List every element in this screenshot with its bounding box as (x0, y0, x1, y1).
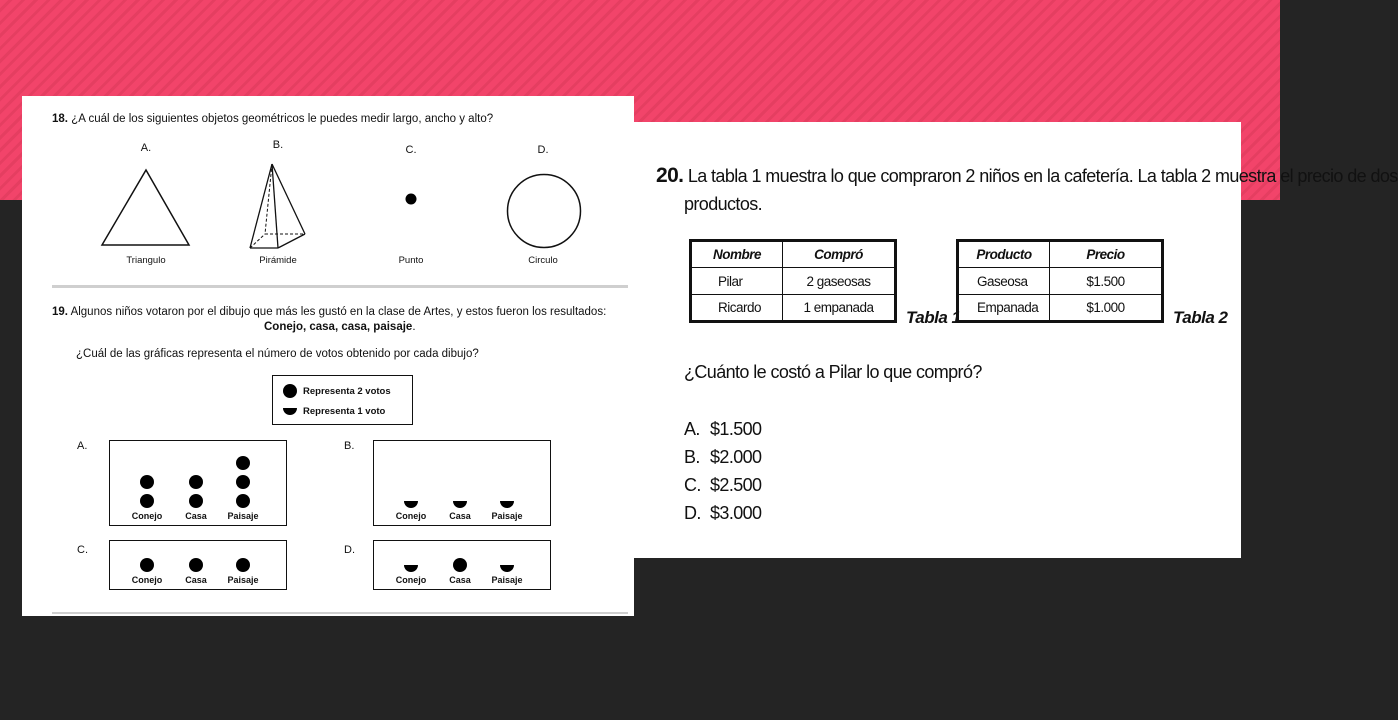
option-letter-a: A. (140, 142, 152, 154)
table-cell: $1.500 (1050, 268, 1163, 295)
pictograph-label: Casa (449, 511, 471, 521)
full-circle-icon (236, 475, 250, 489)
pictograph-column (122, 470, 172, 521)
question-text: ¿A cuál de los siguientes objetos geométricos le puedes medir largo, ancho y alto? (71, 113, 494, 125)
divider (52, 612, 628, 614)
option-letter-b: B. (272, 139, 284, 151)
answer-value: $3.000 (710, 503, 762, 523)
pictograph-column (171, 553, 221, 585)
graph-letter-a: A. (77, 440, 88, 452)
full-circle-icon (453, 558, 467, 572)
graph-letter-c: C. (77, 544, 88, 556)
table-2-caption: Tabla 2 (1173, 308, 1228, 327)
pictograph-c (109, 540, 287, 590)
question-text: La tabla 1 muestra lo que compraron 2 niños en la cafetería. La tabla 2 muestra el precio de dos (687, 166, 1398, 186)
option-letter-d: D. (537, 144, 549, 156)
divider (52, 285, 628, 288)
table-header: Producto (958, 241, 1050, 268)
answer-letter: C. (684, 475, 701, 495)
question-number: 20. (656, 164, 684, 187)
full-circle-icon (236, 456, 250, 470)
answer-value: $1.500 (710, 419, 762, 439)
half-circle-icon (404, 501, 418, 508)
caption-circulo: Circulo (528, 255, 558, 266)
answer-option-b[interactable] (684, 443, 761, 471)
question-19-prompt: ¿Cuál de las gráficas representa el número de votos obtenido por cada dibujo? (76, 348, 479, 360)
question-19 (52, 306, 612, 319)
legend-full-row (283, 384, 391, 398)
pictograph-a (109, 440, 287, 526)
table-cell: Pilar (691, 268, 783, 295)
caption-punto: Punto (398, 255, 424, 266)
pictograph-label: Conejo (131, 511, 163, 521)
question-20-prompt: ¿Cuánto le costó a Pilar lo que compró? (684, 362, 982, 382)
half-circle-icon (404, 565, 418, 572)
pictograph-column (171, 470, 221, 521)
half-circle-icon (453, 501, 467, 508)
table-header: Compró (783, 241, 896, 268)
table-cell: Empanada (958, 295, 1050, 322)
answer-value: $2.500 (710, 475, 762, 495)
question-20-line-2: productos. (684, 194, 763, 214)
point-icon (405, 193, 419, 207)
circle-icon (505, 172, 583, 250)
table-row (691, 295, 896, 322)
pictograph-b (373, 440, 551, 526)
question-text: Algunos niños votaron por el dibujo que más les gustó en la clase de Artes, y estos fueron los resultados: (70, 306, 607, 318)
legend-half-row (283, 406, 385, 417)
full-circle-icon (140, 558, 154, 572)
triangle-icon (100, 168, 192, 248)
question-20-line-1 (656, 162, 1398, 190)
vote-words (264, 321, 416, 333)
questions-18-19-sheet (22, 96, 634, 616)
answer-option-d[interactable] (684, 499, 761, 527)
question-number: 18. (52, 113, 68, 125)
table-row (958, 295, 1163, 322)
pictograph-label: Paisaje (491, 575, 523, 585)
table-header-row (958, 241, 1163, 268)
pictograph-column (482, 496, 532, 521)
table-row (691, 268, 896, 295)
graph-letter-d: D. (344, 544, 355, 556)
pictograph-column (435, 553, 485, 585)
half-circle-icon (500, 501, 514, 508)
vote-words-period: . (412, 321, 416, 333)
table-cell: Gaseosa (958, 268, 1050, 295)
answer-option-c[interactable] (684, 471, 761, 499)
half-circle-icon (500, 565, 514, 572)
table-2 (956, 239, 1164, 323)
full-circle-icon (189, 475, 203, 489)
legend-half-label: Representa 1 voto (303, 406, 386, 417)
pictograph-label: Conejo (395, 511, 427, 521)
answer-options (684, 415, 761, 527)
answer-option-a[interactable] (684, 415, 761, 443)
pictograph-label: Conejo (131, 575, 163, 585)
half-circle-icon (283, 408, 297, 415)
pictograph-label: Casa (185, 511, 207, 521)
table-cell: Ricardo (691, 295, 783, 322)
vote-words-text: Conejo, casa, casa, paisaje (264, 321, 413, 333)
answer-letter: A. (684, 419, 700, 439)
table-1 (689, 239, 897, 323)
graph-letter-b: B. (344, 440, 355, 452)
pictograph-column (482, 560, 532, 585)
full-circle-icon (236, 558, 250, 572)
answer-value: $2.000 (710, 447, 762, 467)
full-circle-icon (140, 475, 154, 489)
pictograph-column (386, 560, 436, 585)
answer-letter: D. (684, 503, 701, 523)
question-18 (52, 113, 493, 125)
pictograph-label: Conejo (395, 575, 427, 585)
table-cell: 2 gaseosas (783, 268, 896, 295)
question-20-sheet (634, 122, 1398, 558)
pictograph-column (386, 496, 436, 521)
table-cell: $1.000 (1050, 295, 1163, 322)
answer-letter: B. (684, 447, 700, 467)
table-header: Nombre (691, 241, 783, 268)
table-header-row (691, 241, 896, 268)
pictograph-column (218, 553, 268, 585)
table-row (958, 268, 1163, 295)
pictograph-d (373, 540, 551, 590)
pictograph-column (122, 553, 172, 585)
question-number: 19. (52, 306, 68, 318)
legend-full-label: Representa 2 votos (303, 385, 391, 397)
question-20 (656, 162, 1398, 218)
graph-legend (272, 375, 413, 425)
pictograph-label: Paisaje (227, 511, 259, 521)
pictograph-column (218, 451, 268, 521)
pictograph-label: Casa (449, 575, 471, 585)
table-1-caption: Tabla 1 (906, 308, 961, 327)
pyramid-icon (248, 162, 310, 252)
caption-piramide: Pirámide (259, 255, 297, 266)
full-circle-icon (189, 494, 203, 508)
full-circle-icon (189, 558, 203, 572)
pictograph-label: Paisaje (227, 575, 259, 585)
pictograph-column (435, 496, 485, 521)
table-header: Precio (1050, 241, 1163, 268)
option-letter-c: C. (405, 144, 417, 156)
full-circle-icon (283, 384, 297, 398)
pictograph-label: Paisaje (491, 511, 523, 521)
table-cell: 1 empanada (783, 295, 896, 322)
caption-triangulo: Triangulo (126, 255, 166, 266)
pictograph-label: Casa (185, 575, 207, 585)
full-circle-icon (236, 494, 250, 508)
full-circle-icon (140, 494, 154, 508)
